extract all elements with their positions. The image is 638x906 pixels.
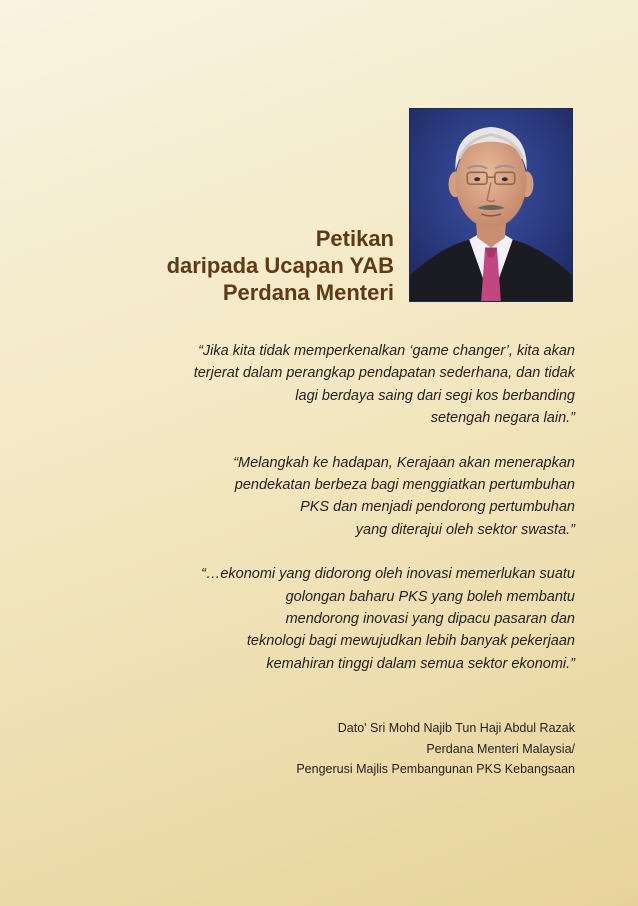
signature-block	[296, 718, 575, 780]
quotes-section	[105, 340, 575, 697]
quote-line: setengah negara lain.”	[430, 410, 575, 427]
quote-paragraph	[105, 563, 575, 675]
quote-line: PKS dan menjadi pendorong pertumbuhan	[300, 499, 575, 516]
quote-line: teknologi bagi mewujudkan lebih banyak pekerjaan	[246, 633, 575, 650]
portrait-photo	[409, 108, 573, 302]
signature-role: Pengerusi Majlis Pembangunan PKS Kebangsaan	[296, 762, 575, 776]
quote-line: lagi berdaya saing dari segi kos berbanding	[295, 387, 575, 404]
signature-role: Perdana Menteri Malaysia/	[426, 741, 575, 756]
page-title	[167, 225, 394, 306]
title-line: daripada Ucapan YAB	[166, 253, 394, 278]
title-line: Perdana Menteri	[222, 280, 394, 305]
quote-paragraph	[105, 452, 575, 542]
quote-line: mendorong inovasi yang dipacu pasaran dan	[285, 611, 575, 628]
quote-line: terjerat dalam perangkap pendapatan sederhana, dan tidak	[193, 365, 575, 382]
quote-line: pendekatan berbeza bagi menggiatkan pertumbuhan	[234, 477, 575, 494]
quote-paragraph	[105, 340, 575, 430]
quote-line: “…ekonomi yang didorong oleh inovasi memerlukan suatu	[201, 566, 575, 583]
quote-line: yang diterajui oleh sektor swasta.”	[355, 521, 575, 538]
quote-line: golongan baharu PKS yang boleh membantu	[285, 588, 575, 605]
quote-line: “Jika kita tidak memperkenalkan ‘game changer’, kita akan	[198, 343, 575, 359]
quote-line: kemahiran tinggi dalam semua sektor ekonomi.”	[266, 655, 575, 672]
title-line: Petikan	[315, 226, 394, 251]
signature-name: Dato' Sri Mohd Najib Tun Haji Abdul Razak	[337, 721, 575, 735]
quote-line: “Melangkah ke hadapan, Kerajaan akan menerapkan	[233, 454, 575, 471]
